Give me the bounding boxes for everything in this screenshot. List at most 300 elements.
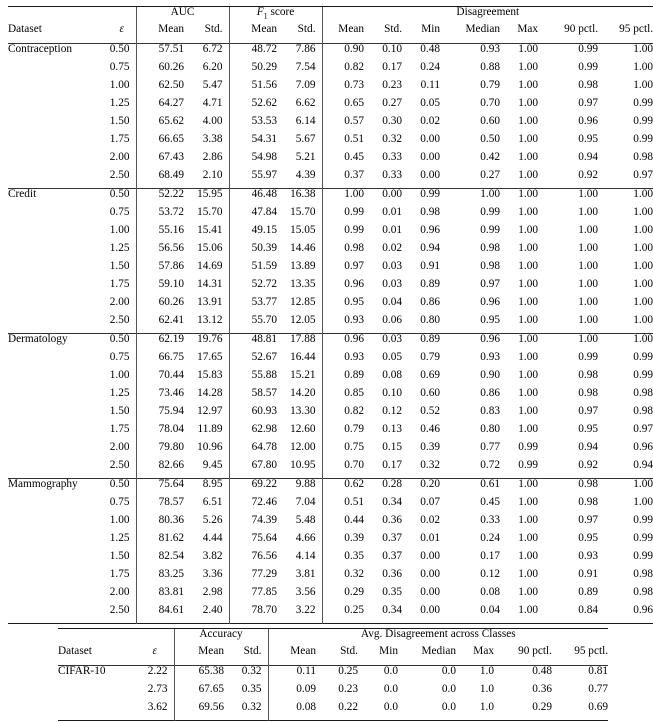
t1-dis_std-cell: 0.12 bbox=[364, 406, 402, 424]
t1-f1_std-cell: 5.21 bbox=[277, 152, 322, 170]
t1-auc_std-cell: 12.97 bbox=[184, 406, 229, 424]
t1-f1_mean-cell: 47.84 bbox=[229, 207, 277, 225]
t1-dis_mean-cell: 0.93 bbox=[322, 315, 364, 334]
t1-f1_mean-cell: 54.98 bbox=[229, 152, 277, 170]
t1-dis_p95-cell: 1.00 bbox=[598, 189, 653, 208]
t1-auc_mean-cell: 66.75 bbox=[136, 352, 184, 370]
table-1-column-header-row bbox=[8, 24, 653, 44]
t1-dis_min-cell: 0.94 bbox=[402, 243, 440, 261]
t1-auc_mean-cell: 70.44 bbox=[136, 370, 184, 388]
t1-dis_mean-cell: 0.37 bbox=[322, 170, 364, 189]
t1-f1_std-cell: 7.09 bbox=[277, 80, 322, 98]
t1-dis_mean-cell: 0.70 bbox=[322, 460, 364, 479]
t1-f1_mean-cell: 51.56 bbox=[229, 80, 277, 98]
table-2-container bbox=[58, 628, 586, 722]
t1-dataset-cell bbox=[8, 315, 108, 334]
t1-epsilon-cell: 1.75 bbox=[108, 279, 136, 297]
t1-auc_std-cell: 8.95 bbox=[184, 479, 229, 498]
t1-dis_max-cell: 1.00 bbox=[500, 62, 538, 80]
t1-f1_std-cell: 3.56 bbox=[277, 587, 322, 605]
table-row bbox=[8, 551, 653, 569]
table-row bbox=[58, 666, 608, 685]
table-2-group-header-row bbox=[58, 629, 608, 647]
t1-dis_std-cell: 0.03 bbox=[364, 261, 402, 279]
t1-dis_mean-cell: 0.79 bbox=[322, 424, 364, 442]
t1-epsilon-cell: 2.00 bbox=[108, 587, 136, 605]
t1-dis_mean-cell: 0.44 bbox=[322, 515, 364, 533]
col2-header-acc-std: Std. bbox=[224, 646, 268, 666]
t1-dataset-cell bbox=[8, 116, 108, 134]
t1-epsilon-cell: 2.00 bbox=[108, 297, 136, 315]
t1-dis_median-cell: 0.88 bbox=[440, 62, 500, 80]
t1-f1_mean-cell: 51.59 bbox=[229, 261, 277, 279]
t1-epsilon-cell: 1.25 bbox=[108, 98, 136, 116]
table-row bbox=[8, 388, 653, 406]
t1-dis_std-cell: 0.03 bbox=[364, 279, 402, 297]
table-row bbox=[8, 315, 653, 334]
t1-dis_p95-cell: 0.94 bbox=[598, 460, 653, 479]
t1-auc_mean-cell: 66.65 bbox=[136, 134, 184, 152]
t1-dis_median-cell: 0.95 bbox=[440, 315, 500, 334]
col2-header-dis-min: Min bbox=[358, 646, 398, 666]
t1-dis_p95-cell: 0.99 bbox=[598, 370, 653, 388]
t1-dis_p95-cell: 0.99 bbox=[598, 98, 653, 116]
t1-dis_mean-cell: 0.65 bbox=[322, 98, 364, 116]
t1-dis_p95-cell: 0.98 bbox=[598, 587, 653, 605]
t1-epsilon-cell: 0.75 bbox=[108, 62, 136, 80]
t1-dis_min-cell: 0.86 bbox=[402, 297, 440, 315]
t1-auc_mean-cell: 56.56 bbox=[136, 243, 184, 261]
t1-dis_p95-cell: 1.00 bbox=[598, 315, 653, 334]
t1-dis_max-cell: 1.00 bbox=[500, 533, 538, 551]
t2-dis_p95-cell: 0.81 bbox=[552, 666, 608, 685]
col-header-auc-std: Std. bbox=[184, 24, 229, 44]
col-header-dis-std: Std. bbox=[364, 24, 402, 44]
t1-f1_mean-cell: 74.39 bbox=[229, 515, 277, 533]
t1-auc_mean-cell: 79.80 bbox=[136, 442, 184, 460]
t1-f1_mean-cell: 62.98 bbox=[229, 424, 277, 442]
t1-epsilon-cell: 1.50 bbox=[108, 116, 136, 134]
t1-auc_mean-cell: 73.46 bbox=[136, 388, 184, 406]
t1-dis_max-cell: 1.00 bbox=[500, 497, 538, 515]
t1-dis_mean-cell: 0.85 bbox=[322, 388, 364, 406]
t1-dis_p90-cell: 0.93 bbox=[538, 551, 598, 569]
t1-f1_std-cell: 12.00 bbox=[277, 442, 322, 460]
t1-auc_mean-cell: 55.16 bbox=[136, 225, 184, 243]
t1-auc_mean-cell: 75.94 bbox=[136, 406, 184, 424]
t1-dis_max-cell: 1.00 bbox=[500, 243, 538, 261]
t1-auc_std-cell: 9.45 bbox=[184, 460, 229, 479]
t1-dis_min-cell: 0.39 bbox=[402, 442, 440, 460]
t1-auc_std-cell: 14.69 bbox=[184, 261, 229, 279]
t1-dis_std-cell: 0.08 bbox=[364, 370, 402, 388]
table-row bbox=[8, 497, 653, 515]
t1-auc_mean-cell: 53.72 bbox=[136, 207, 184, 225]
t1-dis_mean-cell: 0.98 bbox=[322, 243, 364, 261]
t1-auc_std-cell: 15.41 bbox=[184, 225, 229, 243]
t1-dis_std-cell: 0.06 bbox=[364, 315, 402, 334]
t2-dis_std-cell: 0.23 bbox=[316, 684, 358, 702]
t1-f1_mean-cell: 48.72 bbox=[229, 44, 277, 63]
t2-dis_median-cell: 0.0 bbox=[398, 684, 456, 702]
t2-acc_mean-cell: 67.65 bbox=[174, 684, 224, 702]
t1-dis_median-cell: 0.93 bbox=[440, 44, 500, 63]
col-header-dis-max: Max bbox=[500, 24, 538, 44]
table-row bbox=[8, 605, 653, 624]
col2-header-dis-p95: 95 pctl. bbox=[552, 646, 608, 666]
t1-dis_max-cell: 0.99 bbox=[500, 442, 538, 460]
table-row bbox=[8, 243, 653, 261]
t1-dataset-cell: Contraception bbox=[8, 44, 108, 63]
t1-epsilon-cell: 2.00 bbox=[108, 152, 136, 170]
t1-dis_min-cell: 0.00 bbox=[402, 569, 440, 587]
table-row bbox=[8, 479, 653, 498]
t1-dis_max-cell: 1.00 bbox=[500, 479, 538, 498]
t2-acc_mean-cell: 69.56 bbox=[174, 702, 224, 721]
t1-dis_median-cell: 0.50 bbox=[440, 134, 500, 152]
t1-f1_mean-cell: 52.62 bbox=[229, 98, 277, 116]
col-header-dis-min: Min bbox=[402, 24, 440, 44]
table-row bbox=[8, 370, 653, 388]
table-row bbox=[8, 279, 653, 297]
t1-epsilon-cell: 1.00 bbox=[108, 80, 136, 98]
t1-epsilon-cell: 1.00 bbox=[108, 370, 136, 388]
table-2-head bbox=[58, 629, 608, 666]
t1-dis_mean-cell: 0.82 bbox=[322, 62, 364, 80]
t1-auc_std-cell: 13.12 bbox=[184, 315, 229, 334]
t1-auc_mean-cell: 78.04 bbox=[136, 424, 184, 442]
t1-f1_mean-cell: 46.48 bbox=[229, 189, 277, 208]
t1-dis_std-cell: 0.23 bbox=[364, 80, 402, 98]
t2-dis_min-cell: 0.0 bbox=[358, 684, 398, 702]
t2-dis_median-cell: 0.0 bbox=[398, 702, 456, 721]
col-header-f1-std: Std. bbox=[277, 24, 322, 44]
table-row bbox=[8, 170, 653, 189]
t1-dis_std-cell: 0.36 bbox=[364, 569, 402, 587]
t1-dataset-cell: Credit bbox=[8, 189, 108, 208]
t2-dis_p90-cell: 0.29 bbox=[494, 702, 552, 721]
t1-dataset-cell: Mammography bbox=[8, 479, 108, 498]
t1-auc_std-cell: 2.98 bbox=[184, 587, 229, 605]
t1-dis_min-cell: 0.46 bbox=[402, 424, 440, 442]
table-row bbox=[8, 207, 653, 225]
t1-auc_std-cell: 11.89 bbox=[184, 424, 229, 442]
t1-dis_p90-cell: 0.96 bbox=[538, 116, 598, 134]
t1-dis_std-cell: 0.37 bbox=[364, 533, 402, 551]
table-row bbox=[8, 80, 653, 98]
t1-f1_std-cell: 12.05 bbox=[277, 315, 322, 334]
t1-dis_median-cell: 0.98 bbox=[440, 243, 500, 261]
t1-auc_mean-cell: 82.66 bbox=[136, 460, 184, 479]
t1-dis_median-cell: 0.33 bbox=[440, 515, 500, 533]
t1-auc_mean-cell: 81.62 bbox=[136, 533, 184, 551]
t1-auc_mean-cell: 62.41 bbox=[136, 315, 184, 334]
t1-dataset-cell bbox=[8, 551, 108, 569]
t1-dis_max-cell: 1.00 bbox=[500, 388, 538, 406]
t1-dis_std-cell: 0.37 bbox=[364, 551, 402, 569]
t1-f1_mean-cell: 77.29 bbox=[229, 569, 277, 587]
table-row bbox=[58, 702, 608, 721]
t1-dis_p95-cell: 1.00 bbox=[598, 243, 653, 261]
t1-dis_min-cell: 0.89 bbox=[402, 279, 440, 297]
table-row bbox=[8, 569, 653, 587]
t1-dis_median-cell: 0.93 bbox=[440, 352, 500, 370]
t1-dis_mean-cell: 0.96 bbox=[322, 334, 364, 353]
t1-dis_std-cell: 0.35 bbox=[364, 587, 402, 605]
t1-dis_p95-cell: 0.98 bbox=[598, 569, 653, 587]
t1-f1_std-cell: 4.66 bbox=[277, 533, 322, 551]
t1-dis_std-cell: 0.34 bbox=[364, 605, 402, 624]
t1-f1_mean-cell: 55.88 bbox=[229, 370, 277, 388]
t1-dis_p95-cell: 0.99 bbox=[598, 551, 653, 569]
t1-dis_p95-cell: 0.97 bbox=[598, 170, 653, 189]
t1-dis_median-cell: 0.12 bbox=[440, 569, 500, 587]
t1-dis_std-cell: 0.01 bbox=[364, 207, 402, 225]
t1-f1_std-cell: 10.95 bbox=[277, 460, 322, 479]
t1-dis_mean-cell: 0.51 bbox=[322, 134, 364, 152]
t1-f1_mean-cell: 67.80 bbox=[229, 460, 277, 479]
table-bottom-rule bbox=[8, 624, 653, 626]
t1-auc_std-cell: 4.00 bbox=[184, 116, 229, 134]
table-1-head bbox=[8, 7, 653, 44]
t1-dis_max-cell: 1.00 bbox=[500, 424, 538, 442]
t1-dis_std-cell: 0.03 bbox=[364, 334, 402, 353]
t1-dis_p90-cell: 0.99 bbox=[538, 44, 598, 63]
t1-f1_mean-cell: 72.46 bbox=[229, 497, 277, 515]
t1-f1_mean-cell: 52.67 bbox=[229, 352, 277, 370]
t1-f1_mean-cell: 50.39 bbox=[229, 243, 277, 261]
t1-f1_mean-cell: 75.64 bbox=[229, 533, 277, 551]
t1-auc_mean-cell: 80.36 bbox=[136, 515, 184, 533]
table-row bbox=[8, 189, 653, 208]
col2-header-dis-std: Std. bbox=[316, 646, 358, 666]
t1-f1_mean-cell: 77.85 bbox=[229, 587, 277, 605]
t1-epsilon-cell: 0.50 bbox=[108, 44, 136, 63]
t1-dis_p90-cell: 0.95 bbox=[538, 533, 598, 551]
t1-auc_mean-cell: 67.43 bbox=[136, 152, 184, 170]
group-header-blank-2 bbox=[58, 629, 174, 647]
t1-auc_mean-cell: 83.81 bbox=[136, 587, 184, 605]
t1-dis_std-cell: 0.32 bbox=[364, 134, 402, 152]
t1-f1_std-cell: 7.86 bbox=[277, 44, 322, 63]
table-1-group-header-row bbox=[8, 7, 653, 25]
t1-dis_max-cell: 1.00 bbox=[500, 98, 538, 116]
t1-auc_std-cell: 14.31 bbox=[184, 279, 229, 297]
col-header-dis-mean: Mean bbox=[322, 24, 364, 44]
t1-f1_std-cell: 4.14 bbox=[277, 551, 322, 569]
group-header-avg-disagreement: Avg. Disagreement across Classes bbox=[268, 629, 608, 647]
t1-dis_median-cell: 0.04 bbox=[440, 605, 500, 624]
t1-f1_mean-cell: 53.77 bbox=[229, 297, 277, 315]
t1-dis_max-cell: 1.00 bbox=[500, 297, 538, 315]
t1-auc_mean-cell: 62.50 bbox=[136, 80, 184, 98]
t1-f1_std-cell: 12.60 bbox=[277, 424, 322, 442]
t1-auc_std-cell: 6.51 bbox=[184, 497, 229, 515]
t1-epsilon-cell: 2.50 bbox=[108, 460, 136, 479]
t1-dis_max-cell: 1.00 bbox=[500, 116, 538, 134]
t1-dis_max-cell: 1.00 bbox=[500, 152, 538, 170]
t2-dis_p95-cell: 0.77 bbox=[552, 684, 608, 702]
t1-dis_median-cell: 0.61 bbox=[440, 479, 500, 498]
t1-dis_mean-cell: 0.99 bbox=[322, 207, 364, 225]
t1-dis_min-cell: 0.05 bbox=[402, 98, 440, 116]
t1-dis_p90-cell: 0.98 bbox=[538, 388, 598, 406]
t1-dis_min-cell: 0.79 bbox=[402, 352, 440, 370]
t1-f1_std-cell: 5.48 bbox=[277, 515, 322, 533]
t1-f1_std-cell: 14.46 bbox=[277, 243, 322, 261]
t1-dis_max-cell: 1.00 bbox=[500, 370, 538, 388]
t1-dataset-cell bbox=[8, 569, 108, 587]
group-header-blank bbox=[8, 7, 136, 25]
t1-dis_p95-cell: 0.96 bbox=[598, 442, 653, 460]
t1-dis_p90-cell: 0.98 bbox=[538, 479, 598, 498]
t1-dis_max-cell: 1.00 bbox=[500, 189, 538, 208]
t1-dis_mean-cell: 0.25 bbox=[322, 605, 364, 624]
t1-auc_std-cell: 13.91 bbox=[184, 297, 229, 315]
t2-dis_min-cell: 0.0 bbox=[358, 666, 398, 685]
t1-dis_median-cell: 0.99 bbox=[440, 225, 500, 243]
t1-auc_mean-cell: 78.57 bbox=[136, 497, 184, 515]
t1-dis_std-cell: 0.05 bbox=[364, 352, 402, 370]
t1-dis_p90-cell: 1.00 bbox=[538, 225, 598, 243]
t1-dis_p95-cell: 1.00 bbox=[598, 225, 653, 243]
t1-auc_mean-cell: 62.19 bbox=[136, 334, 184, 353]
t2-dataset-cell bbox=[58, 702, 136, 721]
t1-auc_mean-cell: 64.27 bbox=[136, 98, 184, 116]
t1-dis_median-cell: 0.99 bbox=[440, 207, 500, 225]
t1-epsilon-cell: 1.75 bbox=[108, 424, 136, 442]
t1-auc_std-cell: 3.38 bbox=[184, 134, 229, 152]
t1-dis_max-cell: 1.00 bbox=[500, 551, 538, 569]
t1-dataset-cell bbox=[8, 134, 108, 152]
t1-dis_max-cell: 1.00 bbox=[500, 515, 538, 533]
table-row bbox=[8, 587, 653, 605]
t1-dataset-cell bbox=[8, 297, 108, 315]
t1-dataset-cell bbox=[8, 388, 108, 406]
t1-dataset-cell bbox=[8, 460, 108, 479]
t1-auc_std-cell: 2.40 bbox=[184, 605, 229, 624]
t1-f1_mean-cell: 60.93 bbox=[229, 406, 277, 424]
t1-dataset-cell bbox=[8, 533, 108, 551]
t1-dataset-cell: Dermatology bbox=[8, 334, 108, 353]
t1-dis_p90-cell: 1.00 bbox=[538, 207, 598, 225]
t1-f1_std-cell: 7.04 bbox=[277, 497, 322, 515]
t1-dis_median-cell: 0.96 bbox=[440, 334, 500, 353]
t1-dataset-cell bbox=[8, 170, 108, 189]
t2-dis_mean-cell: 0.11 bbox=[268, 666, 316, 685]
t1-f1_mean-cell: 58.57 bbox=[229, 388, 277, 406]
t1-dis_p90-cell: 0.95 bbox=[538, 134, 598, 152]
col-header-dis-median: Median bbox=[440, 24, 500, 44]
t1-dis_min-cell: 0.00 bbox=[402, 152, 440, 170]
t1-auc_std-cell: 15.83 bbox=[184, 370, 229, 388]
table-row bbox=[8, 98, 653, 116]
t1-dis_p90-cell: 0.97 bbox=[538, 515, 598, 533]
t1-epsilon-cell: 0.50 bbox=[108, 334, 136, 353]
t1-auc_mean-cell: 82.54 bbox=[136, 551, 184, 569]
t1-dis_p90-cell: 0.94 bbox=[538, 442, 598, 460]
t1-dis_min-cell: 0.91 bbox=[402, 261, 440, 279]
t1-dis_mean-cell: 0.89 bbox=[322, 370, 364, 388]
t1-dis_median-cell: 1.00 bbox=[440, 189, 500, 208]
t1-dis_max-cell: 1.00 bbox=[500, 170, 538, 189]
t1-epsilon-cell: 2.00 bbox=[108, 442, 136, 460]
t1-dis_p90-cell: 0.95 bbox=[538, 424, 598, 442]
t1-dis_min-cell: 0.60 bbox=[402, 388, 440, 406]
t1-dis_p90-cell: 0.84 bbox=[538, 605, 598, 624]
col2-header-dataset: Dataset bbox=[58, 646, 136, 666]
t1-epsilon-cell: 1.75 bbox=[108, 134, 136, 152]
table-1-body bbox=[8, 44, 653, 626]
t1-f1_std-cell: 15.21 bbox=[277, 370, 322, 388]
t1-dis_std-cell: 0.13 bbox=[364, 424, 402, 442]
t1-dis_p90-cell: 0.89 bbox=[538, 587, 598, 605]
t1-dis_mean-cell: 0.82 bbox=[322, 406, 364, 424]
t1-dis_median-cell: 0.17 bbox=[440, 551, 500, 569]
t1-auc_mean-cell: 60.26 bbox=[136, 297, 184, 315]
col2-header-epsilon: ε bbox=[136, 646, 174, 666]
t1-dis_std-cell: 0.27 bbox=[364, 98, 402, 116]
t2-dis_max-cell: 1.0 bbox=[456, 666, 494, 685]
t1-dis_p95-cell: 1.00 bbox=[598, 80, 653, 98]
t1-dis_median-cell: 0.27 bbox=[440, 170, 500, 189]
t1-dataset-cell bbox=[8, 497, 108, 515]
t1-dis_p95-cell: 1.00 bbox=[598, 62, 653, 80]
t1-dis_std-cell: 0.10 bbox=[364, 388, 402, 406]
t1-dis_p95-cell: 1.00 bbox=[598, 207, 653, 225]
t1-dis_mean-cell: 0.51 bbox=[322, 497, 364, 515]
t1-f1_mean-cell: 55.97 bbox=[229, 170, 277, 189]
t2-dis_p90-cell: 0.36 bbox=[494, 684, 552, 702]
table-row bbox=[8, 62, 653, 80]
table-row bbox=[8, 225, 653, 243]
t1-f1_std-cell: 3.22 bbox=[277, 605, 322, 624]
t1-dis_min-cell: 0.99 bbox=[402, 189, 440, 208]
t1-dis_p95-cell: 1.00 bbox=[598, 479, 653, 498]
t1-dis_max-cell: 1.00 bbox=[500, 406, 538, 424]
t2-dis_std-cell: 0.22 bbox=[316, 702, 358, 721]
table-row bbox=[8, 334, 653, 353]
t1-dis_p90-cell: 1.00 bbox=[538, 243, 598, 261]
t1-dis_std-cell: 0.01 bbox=[364, 225, 402, 243]
table-row bbox=[8, 533, 653, 551]
t1-f1_mean-cell: 78.70 bbox=[229, 605, 277, 624]
t1-dis_min-cell: 0.02 bbox=[402, 515, 440, 533]
col2-header-dis-max: Max bbox=[456, 646, 494, 666]
t1-dis_p95-cell: 0.98 bbox=[598, 388, 653, 406]
t1-dis_median-cell: 0.24 bbox=[440, 533, 500, 551]
t1-dis_max-cell: 1.00 bbox=[500, 225, 538, 243]
t1-dataset-cell bbox=[8, 152, 108, 170]
t1-f1_mean-cell: 76.56 bbox=[229, 551, 277, 569]
t1-dis_min-cell: 0.00 bbox=[402, 551, 440, 569]
t1-auc_std-cell: 3.36 bbox=[184, 569, 229, 587]
t2-dis_max-cell: 1.0 bbox=[456, 702, 494, 721]
t1-dis_p90-cell: 1.00 bbox=[538, 334, 598, 353]
t1-dis_p90-cell: 0.99 bbox=[538, 352, 598, 370]
col2-header-dis-mean: Mean bbox=[268, 646, 316, 666]
t1-dis_p95-cell: 1.00 bbox=[598, 279, 653, 297]
t1-auc_std-cell: 5.47 bbox=[184, 80, 229, 98]
t1-dis_std-cell: 0.17 bbox=[364, 460, 402, 479]
t1-dis_mean-cell: 0.35 bbox=[322, 551, 364, 569]
table-row bbox=[8, 152, 653, 170]
t2-dis_mean-cell: 0.09 bbox=[268, 684, 316, 702]
t1-epsilon-cell: 1.50 bbox=[108, 551, 136, 569]
t1-dataset-cell bbox=[8, 352, 108, 370]
t1-epsilon-cell: 1.00 bbox=[108, 225, 136, 243]
t1-epsilon-cell: 1.75 bbox=[108, 569, 136, 587]
